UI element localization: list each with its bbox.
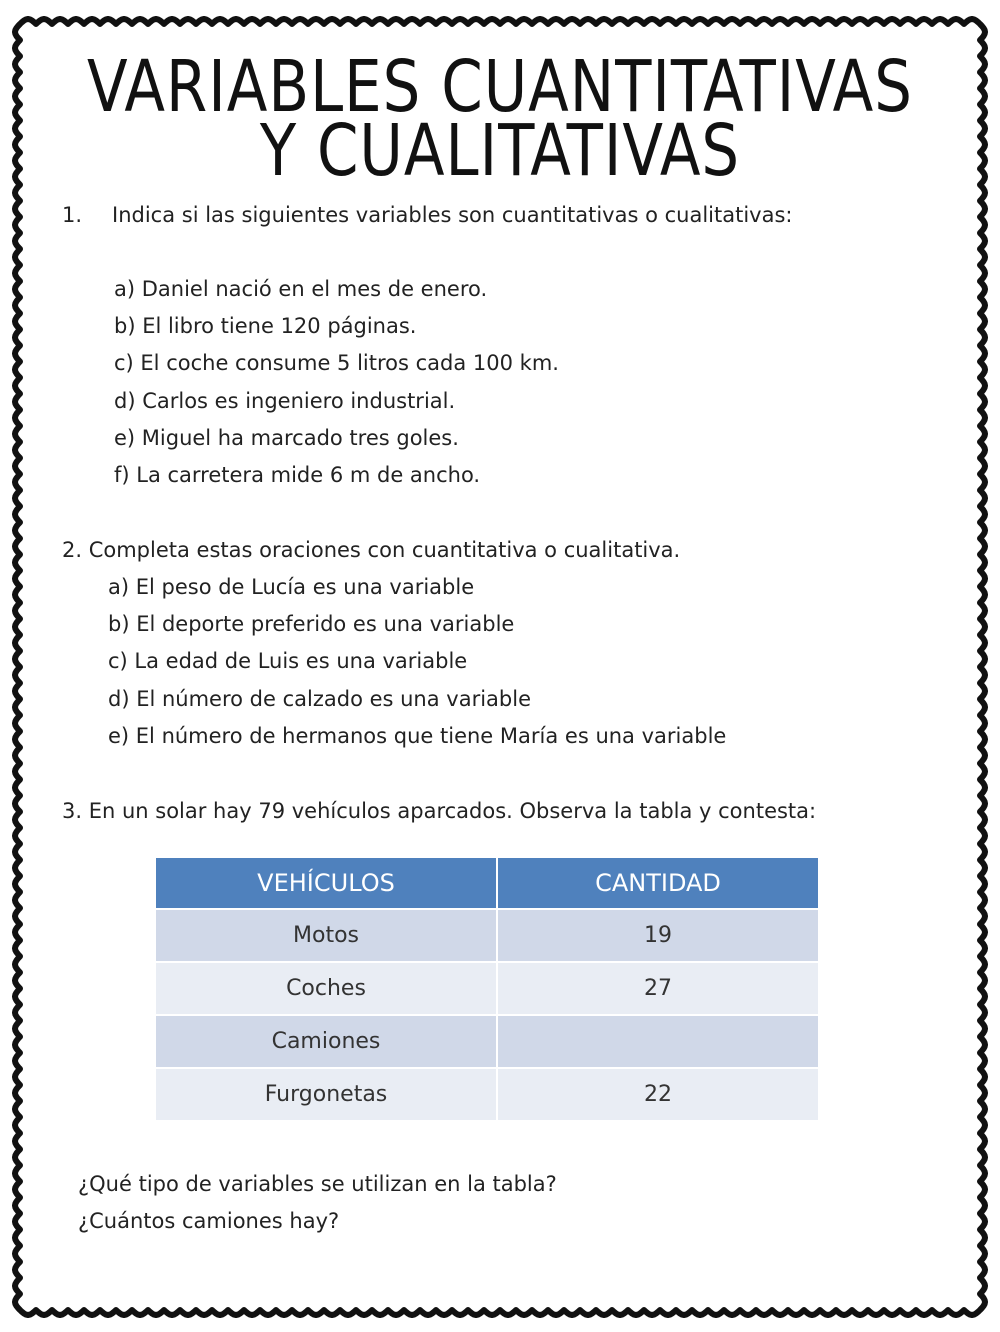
q3-prompt: 3. En un solar hay 79 vehículos aparcados. Observa la tabla y contesta: [62, 799, 817, 823]
cell-quantity: 22 [497, 1068, 819, 1121]
q2-prompt: 2. Completa estas oraciones con cuantitativa o cualitativa. [62, 538, 681, 562]
cell-vehicle: Furgonetas [155, 1068, 497, 1121]
q1-item-a: a) Daniel nació en el mes de enero. [114, 277, 488, 301]
q2-item-c: c) La edad de Luis es una variable [108, 649, 468, 673]
table-row [155, 1015, 819, 1068]
page-title-line2: Y CUALITATIVAS [259, 108, 741, 193]
q2-item-a: a) El peso de Lucía es una variable [108, 575, 475, 599]
q1-item-e: e) Miguel ha marcado tres goles. [114, 426, 459, 450]
table-row [155, 909, 819, 962]
q1-item-b: b) El libro tiene 120 páginas. [114, 314, 417, 338]
cell-quantity: 27 [497, 962, 819, 1015]
cell-vehicle: Motos [155, 909, 497, 962]
q1-item-f: f) La carretera mide 6 m de ancho. [114, 463, 481, 487]
q1-item-c: c) El coche consume 5 litros cada 100 km. [114, 351, 559, 375]
cell-quantity-blank[interactable] [497, 1015, 819, 1068]
cell-quantity: 19 [497, 909, 819, 962]
q1-prompt: Indica si las siguientes variables son cuantitativas o cualitativas: [112, 203, 793, 227]
cell-vehicle: Camiones [155, 1015, 497, 1068]
q1-item-d: d) Carlos es ingeniero industrial. [114, 389, 456, 413]
page-title-line1: VARIABLES CUANTITATIVAS [87, 44, 913, 129]
q1-number: 1. [62, 203, 83, 227]
q3-question-2: ¿Cuántos camiones hay? [78, 1209, 340, 1233]
header-vehiculos: VEHÍCULOS [155, 857, 497, 909]
table-row [155, 1068, 819, 1121]
vehicle-table [154, 856, 820, 1122]
table-header-row [155, 857, 819, 909]
q3-question-1: ¿Qué tipo de variables se utilizan en la tabla? [78, 1172, 557, 1196]
q2-item-e: e) El número de hermanos que tiene María es una variable [108, 724, 727, 748]
table-row [155, 962, 819, 1015]
cell-vehicle: Coches [155, 962, 497, 1015]
header-cantidad: CANTIDAD [497, 857, 819, 909]
q2-item-b: b) El deporte preferido es una variable [108, 612, 515, 636]
q2-item-d: d) El número de calzado es una variable [108, 687, 532, 711]
